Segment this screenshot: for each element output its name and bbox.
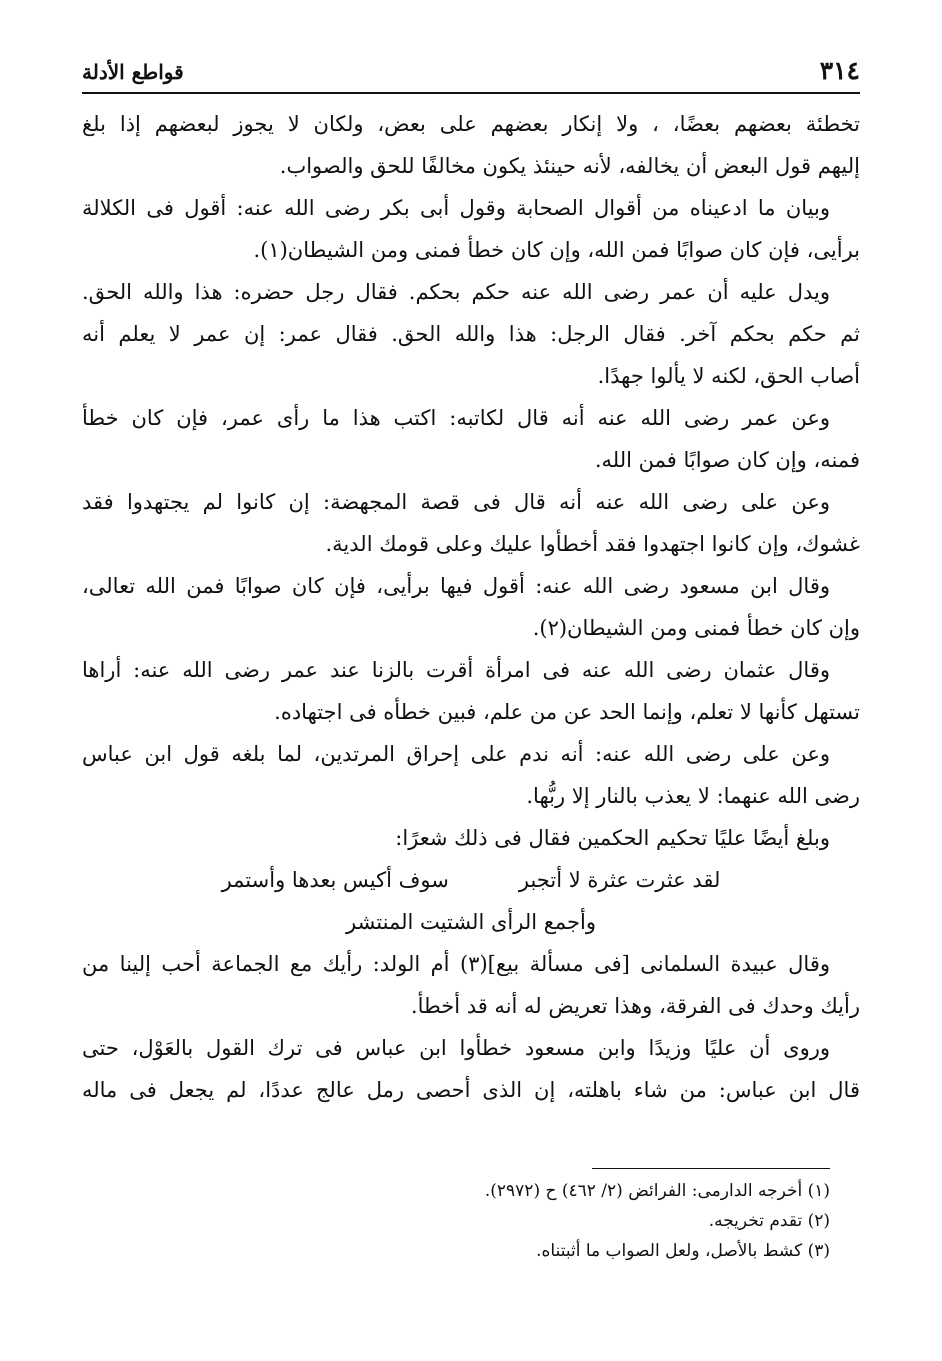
text-line: وبيان ما ادعيناه من أقوال الصحابة وقول أبى بكر رضى الله عنه: أقول فى الكلالة	[82, 196, 830, 220]
text-line: غشوك، وإن كانوا اجتهدوا فقد أخطأوا عليك وعلى قومك الدية.	[325, 532, 860, 556]
verse-line	[82, 901, 860, 943]
text-line: ثم حكم بحكم آخر. فقال الرجل: هذا والله الحق. فقال عمر: إن عمر لا يعلم أنه	[82, 322, 860, 346]
footnote-divider	[592, 1168, 830, 1169]
text-line: وعن على رضى الله عنه: أنه ندم على إحراق المرتدين، لما بلغه قول ابن عباس	[82, 742, 830, 766]
running-title: قواطع الأدلة	[82, 60, 184, 84]
footnote: (٣) كشط بالأصل، ولعل الصواب ما أثبتناه.	[536, 1241, 830, 1261]
text-line: قال ابن عباس: من شاء باهلته، إن الذى أحصى رمل عالج عددًا، لم يجعل فى ماله	[82, 1078, 860, 1102]
footnote: (٢) تقدم تخريجه.	[708, 1211, 830, 1231]
footnotes	[82, 1176, 830, 1266]
text-line: وقال عبيدة السلمانى [فى مسألة بيع](٣) أم الولد: رأيك مع الجماعة أحب إلينا من	[82, 952, 831, 976]
text-line: برأيى، فإن كان صوابًا فمن الله، وإن كان خطأ فمنى ومن الشيطان(١).	[253, 238, 860, 262]
text-line: وعن عمر رضى الله عنه أنه قال لكاتبه: اكتب هذا ما رأى عمر، فإن كان خطأ	[82, 406, 830, 430]
page-number: ٣١٤	[819, 56, 860, 85]
text-line: فمنه، وإن كان صوابًا فمن الله.	[594, 448, 860, 472]
text-line: رضى الله عنهما: لا يعذب بالنار إلا ربُّها.	[526, 784, 860, 808]
text-line: وبلغ أيضًا عليًا تحكيم الحكمين فقال فى ذلك شعرًا:	[395, 826, 830, 850]
text-line: إليهم قول البعض أن يخالفه، لأنه حينئذ يكون مخالفًا للحق والصواب.	[279, 154, 860, 178]
text-line: وإن كان خطأ فمنى ومن الشيطان(٢).	[532, 616, 860, 640]
verse-line	[82, 859, 860, 901]
text-line: تخطئة بعضهم بعضًا، ، ولا إنكار بعضهم على بعض، ولكان لا يجوز لبعضهم إذا بلغ	[82, 112, 860, 136]
text-line: تستهل كأنها لا تعلم، وإنما الحد عن من علم، فبين خطأه فى اجتهاده.	[274, 700, 860, 724]
page-header	[82, 52, 860, 94]
text-line: ويدل عليه أن عمر رضى الله عنه حكم بحكم. فقال رجل حضره: هذا والله الحق.	[82, 280, 830, 304]
text-line: رأيك وحدك فى الفرقة، وهذا تعريض له أنه قد أخطأ.	[410, 994, 860, 1018]
text-line: وروى أن عليًا وزيدًا وابن مسعود خطأوا ابن عباس فى ترك القول بالعَوْل، حتى	[82, 1036, 830, 1060]
text-line: أصاب الحق، لكنه لا يألوا جهدًا.	[597, 364, 860, 388]
text-line: وقال ابن مسعود رضى الله عنه: أقول فيها برأيى، فإن كان صوابًا فمن الله تعالى،	[82, 574, 830, 598]
verse-hemistich: وأجمع الرأى الشتيت المنتشر	[345, 910, 597, 934]
footnote: (١) أخرجه الدارمى: الفرائض (٢/ ٤٦٢) ح (٢٩٧٢).	[484, 1181, 830, 1201]
text-line: وعن على رضى الله عنه أنه قال فى قصة المجهضة: إن كانوا لم يجتهدوا فقد	[82, 490, 830, 514]
verse-hemistich: سوف أكيس بعدها وأستمر	[221, 868, 449, 892]
text-line: وقال عثمان رضى الله عنه فى امرأة أقرت بالزنا عند عمر رضى الله عنه: أراها	[82, 658, 830, 682]
verse-hemistich: لقد عثرت عثرة لا أتجبر	[518, 868, 721, 892]
body-text	[82, 103, 860, 1111]
